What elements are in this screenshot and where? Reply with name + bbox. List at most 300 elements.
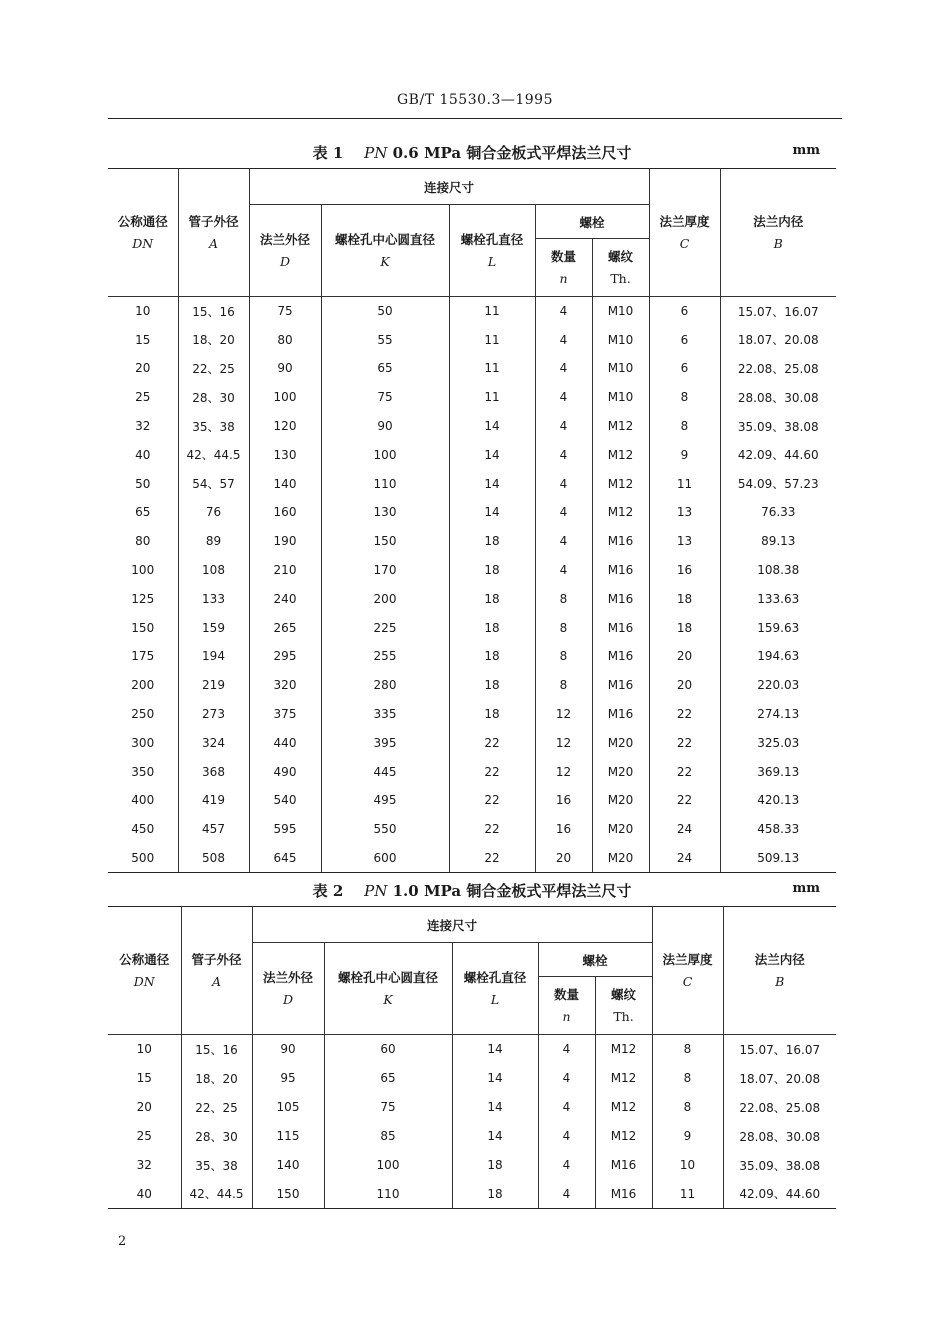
col-symbol: C bbox=[682, 973, 693, 989]
table-cell: 22、25 bbox=[181, 1093, 252, 1122]
table-cell: 175 bbox=[108, 642, 178, 671]
table-cell: 280 bbox=[321, 671, 449, 700]
table-cell: 22 bbox=[449, 815, 535, 844]
table-cell: 265 bbox=[249, 613, 321, 642]
table-cell: 50 bbox=[108, 469, 178, 498]
table-cell: 550 bbox=[321, 815, 449, 844]
table-cell: 8 bbox=[535, 584, 592, 613]
col-symbol: DN bbox=[132, 235, 154, 251]
table-cell: 250 bbox=[108, 700, 178, 729]
col-label: 连接尺寸 bbox=[423, 179, 474, 195]
table-cell: 369.13 bbox=[720, 757, 836, 786]
table-cell: M16 bbox=[592, 584, 649, 613]
table-cell: 4 bbox=[535, 354, 592, 383]
table-cell: 11 bbox=[449, 354, 535, 383]
table-row bbox=[108, 354, 836, 383]
table-cell: M20 bbox=[592, 786, 649, 815]
table-cell: 14 bbox=[452, 1035, 538, 1064]
page-number: 2 bbox=[118, 1234, 127, 1249]
table-2-body bbox=[108, 1035, 836, 1209]
table-cell: 42、44.5 bbox=[178, 440, 249, 469]
table-cell: 80 bbox=[108, 527, 178, 556]
table-cell: 8 bbox=[652, 1093, 723, 1122]
col-header-connection bbox=[252, 907, 652, 943]
table-cell: 295 bbox=[249, 642, 321, 671]
table-cell: M12 bbox=[592, 412, 649, 441]
table-cell: 75 bbox=[324, 1093, 452, 1122]
table-cell: 22.08、25.08 bbox=[723, 1093, 836, 1122]
table-cell: 150 bbox=[321, 527, 449, 556]
table-cell: 490 bbox=[249, 757, 321, 786]
table-cell: 20 bbox=[108, 354, 178, 383]
standard-number-header: GB/T 15530.3—1995 bbox=[397, 92, 553, 108]
table-cell: 194.63 bbox=[720, 642, 836, 671]
table-cell: 108 bbox=[178, 556, 249, 585]
table-cell: 100 bbox=[321, 440, 449, 469]
table-cell: 18.07、20.08 bbox=[723, 1064, 836, 1093]
table-cell: 89 bbox=[178, 527, 249, 556]
table-cell: 10 bbox=[652, 1151, 723, 1180]
table-cell: 140 bbox=[249, 469, 321, 498]
table-cell: 159 bbox=[178, 613, 249, 642]
table-row bbox=[108, 1180, 836, 1209]
table-cell: 15 bbox=[108, 325, 178, 354]
col-symbol: L bbox=[487, 253, 497, 269]
table-cell: 18 bbox=[449, 671, 535, 700]
col-header-d bbox=[249, 205, 321, 297]
table-cell: 18 bbox=[452, 1180, 538, 1209]
table-cell: 500 bbox=[108, 844, 178, 873]
table-cell: 20 bbox=[649, 671, 720, 700]
table-cell: 40 bbox=[108, 1180, 181, 1209]
table-cell: 24 bbox=[649, 844, 720, 873]
table-cell: 595 bbox=[249, 815, 321, 844]
table-cell: 11 bbox=[449, 297, 535, 326]
table-cell: M16 bbox=[592, 527, 649, 556]
table-row bbox=[108, 412, 836, 441]
table-cell: M12 bbox=[592, 469, 649, 498]
col-label: 连接尺寸 bbox=[426, 917, 477, 933]
table-row bbox=[108, 325, 836, 354]
table-cell: 22 bbox=[649, 700, 720, 729]
table-cell: 120 bbox=[249, 412, 321, 441]
table-cell: 4 bbox=[535, 325, 592, 354]
table-cell: 40 bbox=[108, 440, 178, 469]
col-label: 数量 bbox=[553, 986, 579, 1002]
table-row bbox=[108, 613, 836, 642]
table-cell: 540 bbox=[249, 786, 321, 815]
table-cell: 100 bbox=[249, 383, 321, 412]
table-cell: M16 bbox=[592, 642, 649, 671]
table-cell: 150 bbox=[252, 1180, 324, 1209]
table-row bbox=[108, 671, 836, 700]
table-cell: 458.33 bbox=[720, 815, 836, 844]
table-cell: 600 bbox=[321, 844, 449, 873]
table-cell: 14 bbox=[452, 1064, 538, 1093]
table-cell: 25 bbox=[108, 1122, 181, 1151]
table-cell: 35.09、38.08 bbox=[723, 1151, 836, 1180]
table-cell: 35.09、38.08 bbox=[720, 412, 836, 441]
table-cell: 255 bbox=[321, 642, 449, 671]
table-cell: 28.08、30.08 bbox=[720, 383, 836, 412]
table-2-caption bbox=[108, 878, 836, 902]
table-cell: 11 bbox=[652, 1180, 723, 1209]
table-row bbox=[108, 786, 836, 815]
table-cell: 85 bbox=[324, 1122, 452, 1151]
table-cell: 11 bbox=[649, 469, 720, 498]
col-header-b bbox=[720, 169, 836, 297]
table-cell: 20 bbox=[535, 844, 592, 873]
col-label: 数量 bbox=[550, 248, 576, 264]
col-label: 螺栓孔中心圆直径 bbox=[337, 969, 438, 985]
table-cell: 12 bbox=[535, 700, 592, 729]
table-cell: 20 bbox=[108, 1093, 181, 1122]
col-symbol: C bbox=[679, 235, 690, 251]
table-cell: 509.13 bbox=[720, 844, 836, 873]
table-cell: 4 bbox=[538, 1035, 595, 1064]
table-cell: 28、30 bbox=[178, 383, 249, 412]
table-cell: 95 bbox=[252, 1064, 324, 1093]
table-cell: 4 bbox=[535, 383, 592, 412]
table-cell: 240 bbox=[249, 584, 321, 613]
table-1-header bbox=[108, 169, 836, 297]
table-cell: 108.38 bbox=[720, 556, 836, 585]
table-cell: 220.03 bbox=[720, 671, 836, 700]
table-cell: 18.07、20.08 bbox=[720, 325, 836, 354]
table-cell: 335 bbox=[321, 700, 449, 729]
table-cell: 22 bbox=[449, 786, 535, 815]
table-cell: 15.07、16.07 bbox=[720, 297, 836, 326]
table-cell: M10 bbox=[592, 354, 649, 383]
col-header-c bbox=[649, 169, 720, 297]
table-cell: 420.13 bbox=[720, 786, 836, 815]
table-2 bbox=[108, 906, 836, 1209]
table-row bbox=[108, 383, 836, 412]
table-cell: 457 bbox=[178, 815, 249, 844]
table-cell: 4 bbox=[538, 1180, 595, 1209]
table-cell: 22 bbox=[449, 757, 535, 786]
col-header-bolt bbox=[535, 205, 649, 239]
table-cell: 32 bbox=[108, 1151, 181, 1180]
table-cell: 6 bbox=[649, 354, 720, 383]
table-cell: 325.03 bbox=[720, 728, 836, 757]
table-cell: M16 bbox=[592, 556, 649, 585]
col-header-k bbox=[324, 943, 452, 1035]
table-cell: 110 bbox=[324, 1180, 452, 1209]
col-header-c bbox=[652, 907, 723, 1035]
table-cell: 18 bbox=[449, 613, 535, 642]
table-cell: 18、20 bbox=[178, 325, 249, 354]
table-row bbox=[108, 728, 836, 757]
table-cell: 11 bbox=[449, 325, 535, 354]
table-cell: 16 bbox=[535, 786, 592, 815]
table-cell: 150 bbox=[108, 613, 178, 642]
table-cell: 18 bbox=[449, 556, 535, 585]
table-cell: 42.09、44.60 bbox=[720, 440, 836, 469]
table-cell: 18 bbox=[649, 613, 720, 642]
col-header-n bbox=[538, 977, 595, 1035]
table-cell: 400 bbox=[108, 786, 178, 815]
table-cell: 645 bbox=[249, 844, 321, 873]
col-symbol: DN bbox=[133, 973, 155, 989]
table-cell: 4 bbox=[538, 1151, 595, 1180]
table-row bbox=[108, 700, 836, 729]
table-cell: 100 bbox=[324, 1151, 452, 1180]
col-label: 螺栓 bbox=[582, 952, 608, 968]
table-cell: 4 bbox=[535, 498, 592, 527]
table-cell: 130 bbox=[249, 440, 321, 469]
table-cell: 25 bbox=[108, 383, 178, 412]
col-symbol: A bbox=[208, 235, 219, 251]
table-cell: M20 bbox=[592, 728, 649, 757]
col-header-bolt bbox=[538, 943, 652, 977]
col-label: 管子外径 bbox=[188, 213, 239, 229]
table-cell: M16 bbox=[592, 671, 649, 700]
table-cell: 22 bbox=[649, 786, 720, 815]
table-cell: 6 bbox=[649, 325, 720, 354]
table-cell: M16 bbox=[595, 1180, 652, 1209]
table-cell: 4 bbox=[535, 440, 592, 469]
table-cell: 395 bbox=[321, 728, 449, 757]
table-cell: 4 bbox=[538, 1122, 595, 1151]
col-header-d bbox=[252, 943, 324, 1035]
table-cell: 320 bbox=[249, 671, 321, 700]
table-cell: M16 bbox=[592, 613, 649, 642]
table-cell: 4 bbox=[535, 297, 592, 326]
table-row bbox=[108, 1064, 836, 1093]
col-header-a bbox=[181, 907, 252, 1035]
table-cell: M12 bbox=[592, 498, 649, 527]
col-symbol: n bbox=[559, 270, 568, 286]
table-cell: 80 bbox=[249, 325, 321, 354]
table-cell: 22.08、25.08 bbox=[720, 354, 836, 383]
table-cell: 42、44.5 bbox=[181, 1180, 252, 1209]
col-symbol: D bbox=[279, 253, 291, 269]
table-cell: 76 bbox=[178, 498, 249, 527]
table-cell: 4 bbox=[535, 527, 592, 556]
table-cell: 100 bbox=[108, 556, 178, 585]
col-header-k bbox=[321, 205, 449, 297]
col-symbol: B bbox=[773, 235, 783, 251]
table-cell: 9 bbox=[649, 440, 720, 469]
table-cell: 14 bbox=[449, 440, 535, 469]
table-cell: 110 bbox=[321, 469, 449, 498]
table-cell: 324 bbox=[178, 728, 249, 757]
table-cell: 4 bbox=[535, 469, 592, 498]
table-row bbox=[108, 1093, 836, 1122]
table-cell: M10 bbox=[592, 297, 649, 326]
table-1-unit: mm bbox=[792, 143, 820, 158]
table-cell: 13 bbox=[649, 527, 720, 556]
table-cell: 350 bbox=[108, 757, 178, 786]
table-cell: 22 bbox=[449, 728, 535, 757]
table-cell: M12 bbox=[595, 1064, 652, 1093]
table-cell: 450 bbox=[108, 815, 178, 844]
table-cell: 90 bbox=[249, 354, 321, 383]
table-cell: 14 bbox=[449, 498, 535, 527]
col-header-l bbox=[452, 943, 538, 1035]
col-symbol: K bbox=[380, 253, 390, 269]
table-row bbox=[108, 1122, 836, 1151]
table-cell: 42.09、44.60 bbox=[723, 1180, 836, 1209]
col-symbol: B bbox=[775, 973, 785, 989]
table-cell: 170 bbox=[321, 556, 449, 585]
table-cell: 16 bbox=[649, 556, 720, 585]
table-cell: 219 bbox=[178, 671, 249, 700]
col-symbol: A bbox=[211, 973, 222, 989]
col-label: 螺纹 bbox=[607, 248, 633, 264]
table-row bbox=[108, 556, 836, 585]
table-cell: 90 bbox=[321, 412, 449, 441]
table-cell: 8 bbox=[649, 412, 720, 441]
table-cell: 200 bbox=[108, 671, 178, 700]
table-cell: 22、25 bbox=[178, 354, 249, 383]
table-cell: 194 bbox=[178, 642, 249, 671]
table-cell: M20 bbox=[592, 757, 649, 786]
table-cell: 22 bbox=[449, 844, 535, 873]
table-cell: 159.63 bbox=[720, 613, 836, 642]
table-cell: 54、57 bbox=[178, 469, 249, 498]
table-cell: 54.09、57.23 bbox=[720, 469, 836, 498]
table-cell: 133.63 bbox=[720, 584, 836, 613]
table-cell: 89.13 bbox=[720, 527, 836, 556]
table-cell: 10 bbox=[108, 297, 178, 326]
table-cell: 18 bbox=[452, 1151, 538, 1180]
col-symbol: Th. bbox=[613, 1008, 634, 1024]
table-cell: M12 bbox=[595, 1122, 652, 1151]
col-symbol: L bbox=[490, 991, 500, 1007]
table-cell: 22 bbox=[649, 757, 720, 786]
table-cell: 65 bbox=[321, 354, 449, 383]
table-cell: 35、38 bbox=[178, 412, 249, 441]
table-cell: 24 bbox=[649, 815, 720, 844]
table-cell: 55 bbox=[321, 325, 449, 354]
table-cell: 508 bbox=[178, 844, 249, 873]
table-cell: 18 bbox=[449, 642, 535, 671]
table-cell: 15.07、16.07 bbox=[723, 1035, 836, 1064]
table-cell: 22 bbox=[649, 728, 720, 757]
table-cell: 16 bbox=[535, 815, 592, 844]
table-cell: 9 bbox=[652, 1122, 723, 1151]
col-header-dn bbox=[108, 907, 181, 1035]
table-cell: 300 bbox=[108, 728, 178, 757]
table-cell: M10 bbox=[592, 383, 649, 412]
table-cell: 495 bbox=[321, 786, 449, 815]
col-header-dn bbox=[108, 169, 178, 297]
table-cell: 4 bbox=[538, 1093, 595, 1122]
table-cell: 75 bbox=[321, 383, 449, 412]
table-cell: 28.08、30.08 bbox=[723, 1122, 836, 1151]
table-2-unit: mm bbox=[792, 881, 820, 896]
header-rule bbox=[108, 118, 842, 119]
table-row bbox=[108, 844, 836, 873]
table-cell: M20 bbox=[592, 844, 649, 873]
table-cell: 274.13 bbox=[720, 700, 836, 729]
col-symbol: n bbox=[562, 1008, 571, 1024]
table-cell: 200 bbox=[321, 584, 449, 613]
col-label: 螺纹 bbox=[610, 986, 636, 1002]
col-header-th bbox=[592, 239, 649, 297]
col-symbol: K bbox=[383, 991, 393, 1007]
table-cell: 8 bbox=[535, 671, 592, 700]
col-label: 管子外径 bbox=[191, 951, 242, 967]
table-cell: 8 bbox=[652, 1035, 723, 1064]
table-cell: 18 bbox=[449, 527, 535, 556]
col-label: 公称通径 bbox=[119, 951, 170, 967]
col-label: 公称通径 bbox=[117, 213, 168, 229]
col-header-a bbox=[178, 169, 249, 297]
col-header-th bbox=[595, 977, 652, 1035]
col-header-l bbox=[449, 205, 535, 297]
col-symbol: D bbox=[282, 991, 294, 1007]
col-label: 法兰厚度 bbox=[659, 213, 710, 229]
table-cell: 14 bbox=[452, 1122, 538, 1151]
table-row bbox=[108, 498, 836, 527]
table-row bbox=[108, 469, 836, 498]
col-label: 螺栓孔中心圆直径 bbox=[334, 231, 435, 247]
table-cell: 10 bbox=[108, 1035, 181, 1064]
table-cell: 4 bbox=[535, 556, 592, 585]
table-cell: 4 bbox=[538, 1064, 595, 1093]
col-header-n bbox=[535, 239, 592, 297]
table-cell: 8 bbox=[535, 642, 592, 671]
table-cell: M10 bbox=[592, 325, 649, 354]
col-label: 法兰内径 bbox=[753, 213, 804, 229]
col-symbol: Th. bbox=[610, 270, 631, 286]
table-cell: 105 bbox=[252, 1093, 324, 1122]
table-cell: 32 bbox=[108, 412, 178, 441]
table-cell: 65 bbox=[324, 1064, 452, 1093]
table-cell: 445 bbox=[321, 757, 449, 786]
table-cell: M16 bbox=[595, 1151, 652, 1180]
table-cell: 15、16 bbox=[178, 297, 249, 326]
table-cell: 60 bbox=[324, 1035, 452, 1064]
table-cell: 13 bbox=[649, 498, 720, 527]
table-cell: 15 bbox=[108, 1064, 181, 1093]
table-row bbox=[108, 527, 836, 556]
table-cell: 14 bbox=[449, 469, 535, 498]
table-cell: 130 bbox=[321, 498, 449, 527]
table-cell: 8 bbox=[652, 1064, 723, 1093]
table-cell: 20 bbox=[649, 642, 720, 671]
table-row bbox=[108, 757, 836, 786]
table-cell: 8 bbox=[649, 383, 720, 412]
table-cell: 14 bbox=[449, 412, 535, 441]
table-1-body bbox=[108, 297, 836, 873]
table-cell: 8 bbox=[535, 613, 592, 642]
table-cell: 11 bbox=[449, 383, 535, 412]
col-header-b bbox=[723, 907, 836, 1035]
table-row bbox=[108, 440, 836, 469]
col-label: 法兰内径 bbox=[754, 951, 805, 967]
table-cell: 18 bbox=[649, 584, 720, 613]
table-1-title: 0.6 MPa 铜合金板式平焊法兰尺寸 bbox=[392, 144, 632, 162]
table-cell: M12 bbox=[595, 1035, 652, 1064]
table-1-label: 表 1 bbox=[312, 144, 344, 162]
table-row bbox=[108, 297, 836, 326]
table-row bbox=[108, 1151, 836, 1180]
table-2-pn: PN bbox=[364, 882, 388, 900]
table-cell: 28、30 bbox=[181, 1122, 252, 1151]
table-cell: 65 bbox=[108, 498, 178, 527]
table-cell: 4 bbox=[535, 412, 592, 441]
table-cell: 419 bbox=[178, 786, 249, 815]
table-cell: 133 bbox=[178, 584, 249, 613]
table-2-header bbox=[108, 907, 836, 1035]
table-cell: 6 bbox=[649, 297, 720, 326]
table-cell: 12 bbox=[535, 757, 592, 786]
table-cell: 210 bbox=[249, 556, 321, 585]
